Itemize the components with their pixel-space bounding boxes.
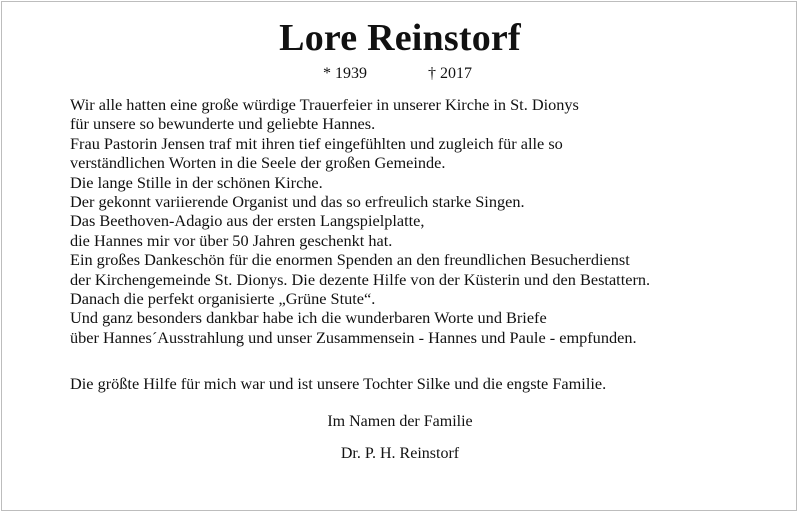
deceased-name: Lore Reinstorf [279,17,521,59]
text-line: Die lange Stille in der schönen Kirche. [70,172,323,192]
text-line: verständlichen Worten in die Seele der großen Gemeinde. [70,153,446,173]
text-line: Das Beethoven-Adagio aus der ersten Langspielplatte, [70,211,425,231]
text-line: der Kirchengemeinde St. Dionys. Die dezente Hilfe von der Küsterin und den Bestattern. [70,269,651,289]
text-line: Ein großes Dankeschön für die enormen Spenden an den freundlichen Besucherdienst [70,250,630,270]
birth-year: * 1939 [323,65,367,82]
signoff-family: Im Namen der Familie [327,413,473,430]
text-line: Danach die perfekt organisierte „Grüne Stute“. [70,289,376,309]
text-line: für unsere so bewunderte und geliebte Hannes. [70,114,376,134]
text-line: über Hannes´Ausstrahlung und unser Zusammensein - Hannes und Paule - empfunden. [70,327,637,347]
text-line: Der gekonnt variierende Organist und das so erfreulich starke Singen. [70,192,525,212]
text-line: die Hannes mir vor über 50 Jahren geschenkt hat. [70,230,393,250]
life-dates [0,63,800,85]
death-year: † 2017 [428,65,472,82]
signoff-signature: Dr. P. H. Reinstorf [340,445,460,462]
closing-sentence: Die größte Hilfe für mich war und ist unsere Tochter Silke und die engste Familie. [70,374,607,393]
text-line: Und ganz besonders dankbar habe ich die wunderbaren Worte und Briefe [70,308,547,328]
thank-you-text [70,95,770,347]
text-line: Frau Pastorin Jensen traf mit ihren tief eingefühlten und zugleich für alle so [70,133,563,153]
text-line: Wir alle hatten eine große würdige Trauerfeier in unserer Kirche in St. Dionys [70,95,579,114]
